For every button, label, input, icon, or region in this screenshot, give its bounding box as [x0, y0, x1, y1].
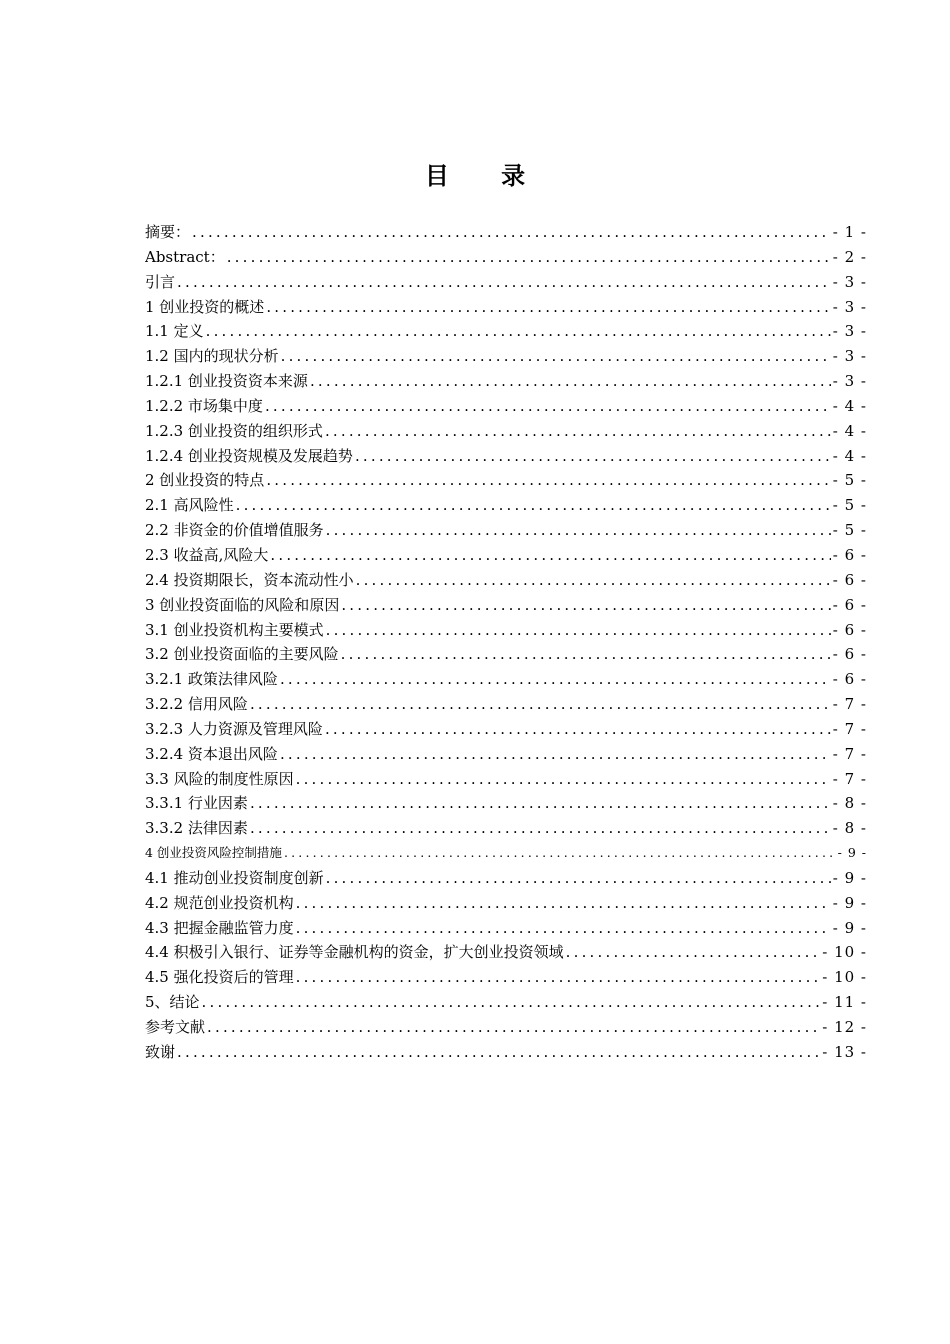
- toc-entry-page-number: - 8 -: [832, 794, 867, 813]
- toc-entry-label: 2.3 收益高,风险大: [145, 545, 269, 564]
- toc-entry-label: 2 创业投资的特点: [145, 471, 265, 490]
- toc-entry-page-number: - 6 -: [832, 670, 867, 689]
- toc-entry-page-number: - 4 -: [832, 446, 867, 465]
- toc-dot-leader: [250, 692, 831, 717]
- toc-entry[interactable]: [145, 493, 867, 518]
- toc-entry-page-number: - 6 -: [832, 595, 867, 614]
- toc-entry-label: 1.1 定义: [145, 322, 204, 341]
- toc-entry-page-number: - 2 -: [832, 247, 867, 266]
- toc-entry-label: 3.3.1 行业因素: [145, 794, 248, 813]
- toc-entry-page-number: - 6 -: [832, 620, 867, 639]
- toc-entry-page-number: - 9 -: [832, 918, 867, 937]
- toc-entry[interactable]: [145, 518, 867, 543]
- toc-entry-page-number: - 3 -: [832, 297, 867, 316]
- toc-dot-leader: [325, 419, 831, 444]
- toc-entry-page-number: - 13 -: [822, 1042, 867, 1061]
- toc-entry-label: 4 创业投资风险控制措施: [145, 845, 282, 861]
- toc-entry-page-number: - 7 -: [832, 769, 867, 788]
- toc-entry-page-number: - 4 -: [832, 421, 867, 440]
- toc-dot-leader: [207, 1015, 820, 1040]
- toc-entry-label: 1.2.4 创业投资规模及发展趋势: [145, 446, 353, 465]
- toc-dot-leader: [326, 618, 831, 643]
- toc-title: 目 录: [424, 161, 548, 190]
- toc-entry-page-number: - 3 -: [832, 322, 867, 341]
- toc-entry[interactable]: [145, 344, 867, 369]
- toc-dot-leader: [266, 295, 830, 320]
- toc-entry[interactable]: [145, 891, 867, 916]
- toc-dot-leader: [236, 493, 831, 518]
- toc-dot-leader: [296, 891, 831, 916]
- toc-entry-label: 5、结论: [145, 993, 200, 1012]
- toc-dot-leader: [202, 990, 821, 1015]
- toc-entry-page-number: - 6 -: [832, 645, 867, 664]
- toc-entry-label: 4.1 推动创业投资制度创新: [145, 868, 324, 887]
- toc-entry-page-number: - 10 -: [822, 968, 867, 987]
- toc-entry-page-number: - 3 -: [832, 272, 867, 291]
- toc-entry-label: 2.1 高风险性: [145, 496, 234, 515]
- toc-dot-leader: [341, 642, 831, 667]
- toc-dot-leader: [356, 568, 831, 593]
- toc-dot-leader: [566, 940, 821, 965]
- toc-dot-leader: [296, 767, 831, 792]
- toc-entry-label: 2.2 非资金的价值增值服务: [145, 521, 324, 540]
- toc-entry[interactable]: [145, 767, 867, 792]
- toc-entry-label: 3.2.2 信用风险: [145, 695, 248, 714]
- toc-dot-leader: [227, 245, 831, 270]
- toc-entry-page-number: - 7 -: [832, 719, 867, 738]
- toc-entry-page-number: - 7 -: [832, 744, 867, 763]
- toc-entry-label: 摘要：: [145, 223, 191, 241]
- toc-entry-label: 3.2.1 政策法律风险: [145, 670, 278, 689]
- toc-dot-leader: [250, 816, 831, 841]
- toc-entry-page-number: - 8 -: [832, 819, 867, 838]
- toc-entry-label: 1.2.3 创业投资的组织形式: [145, 421, 323, 440]
- toc-dot-leader: [280, 742, 831, 767]
- toc-entry-page-number: - 6 -: [832, 570, 867, 589]
- toc-dot-leader: [296, 965, 821, 990]
- toc-entry-label: Abstract：: [145, 247, 225, 266]
- toc-entry-page-number: - 9 -: [837, 845, 867, 861]
- toc-entry[interactable]: [145, 965, 867, 990]
- toc-entry-label: 3.3 风险的制度性原因: [145, 769, 294, 788]
- toc-entry-page-number: - 5 -: [832, 496, 867, 515]
- toc-entry-label: 1.2.2 市场集中度: [145, 396, 263, 415]
- toc-entry[interactable]: [145, 568, 867, 593]
- toc-entry-label: 4.2 规范创业投资机构: [145, 893, 294, 912]
- toc-entry[interactable]: [145, 1015, 867, 1040]
- toc-entry[interactable]: [145, 394, 867, 419]
- toc-dot-leader: [284, 841, 836, 866]
- toc-entry[interactable]: [145, 692, 867, 717]
- toc-dot-leader: [310, 369, 831, 394]
- toc-dot-leader: [325, 717, 831, 742]
- toc-entry-page-number: - 3 -: [832, 347, 867, 366]
- toc-entry-label: 3.2 创业投资面临的主要风险: [145, 645, 339, 664]
- toc-dot-leader: [270, 543, 830, 568]
- toc-entry[interactable]: [145, 444, 867, 469]
- toc-entry[interactable]: [145, 593, 867, 618]
- toc-entry[interactable]: [145, 642, 867, 667]
- toc-entry[interactable]: [145, 543, 867, 568]
- toc-entry[interactable]: [145, 245, 867, 270]
- toc-entry[interactable]: [145, 220, 867, 245]
- toc-entry-page-number: - 11 -: [822, 993, 867, 1012]
- toc-entry[interactable]: [145, 841, 867, 866]
- toc-entry-page-number: - 9 -: [832, 868, 867, 887]
- toc-entry-page-number: - 6 -: [832, 545, 867, 564]
- toc-dot-leader: [192, 220, 831, 245]
- toc-entry-page-number: - 10 -: [822, 943, 867, 962]
- toc-entry-label: 4.3 把握金融监管力度: [145, 918, 294, 937]
- toc-entry-label: 1.2.1 创业投资资本来源: [145, 372, 308, 391]
- toc-entry-label: 参考文献: [145, 1018, 206, 1036]
- toc-entry-label: 4.5 强化投资后的管理: [145, 968, 294, 987]
- toc-entry-label: 3.3.2 法律因素: [145, 819, 248, 838]
- toc-dot-leader: [177, 1040, 820, 1065]
- toc-entry-label: 1 创业投资的概述: [145, 297, 265, 316]
- toc-entry-label: 引言: [145, 272, 176, 291]
- toc-entry[interactable]: [145, 940, 867, 965]
- toc-entry-label: 3.1 创业投资机构主要模式: [145, 620, 324, 639]
- toc-entry[interactable]: [145, 667, 867, 692]
- toc-entry[interactable]: [145, 990, 867, 1015]
- toc-entry-page-number: - 9 -: [832, 893, 867, 912]
- toc-dot-leader: [341, 593, 830, 618]
- toc-entry[interactable]: [145, 319, 867, 344]
- toc-dot-leader: [281, 344, 831, 369]
- toc-entry[interactable]: [145, 742, 867, 767]
- toc-entry[interactable]: [145, 916, 867, 941]
- toc-entry[interactable]: [145, 866, 867, 891]
- toc-dot-leader: [355, 444, 831, 469]
- toc-entry-label: 致谢: [145, 1042, 176, 1061]
- toc-entry[interactable]: [145, 1040, 867, 1065]
- toc-entry-page-number: - 4 -: [832, 396, 867, 415]
- toc-entry[interactable]: [145, 270, 867, 295]
- toc-entry[interactable]: [145, 717, 867, 742]
- toc-entry-label: 3 创业投资面临的风险和原因: [145, 595, 340, 614]
- toc-entry-page-number: - 7 -: [832, 695, 867, 714]
- toc-entry-label: 3.2.3 人力资源及管理风险: [145, 719, 323, 738]
- toc-entry[interactable]: [145, 295, 867, 320]
- toc-entry-page-number: - 3 -: [832, 372, 867, 391]
- toc-entry[interactable]: [145, 468, 867, 493]
- toc-entry-page-number: - 1 -: [832, 223, 867, 241]
- toc-dot-leader: [326, 518, 831, 543]
- toc-dot-leader: [265, 394, 831, 419]
- toc-dot-leader: [206, 319, 831, 344]
- toc-list: [145, 220, 867, 1065]
- toc-dot-leader: [296, 916, 831, 941]
- toc-dot-leader: [177, 270, 831, 295]
- toc-dot-leader: [266, 468, 830, 493]
- toc-dot-leader: [280, 667, 831, 692]
- toc-dot-leader: [326, 866, 831, 891]
- toc-entry[interactable]: [145, 369, 867, 394]
- toc-entry[interactable]: [145, 816, 867, 841]
- toc-entry-page-number: - 12 -: [822, 1018, 867, 1036]
- toc-entry-label: 1.2 国内的现状分析: [145, 347, 279, 366]
- toc-entry[interactable]: [145, 791, 867, 816]
- toc-entry[interactable]: [145, 419, 867, 444]
- toc-entry-label: 3.2.4 资本退出风险: [145, 744, 278, 763]
- toc-entry[interactable]: [145, 618, 867, 643]
- toc-dot-leader: [250, 791, 831, 816]
- toc-entry-page-number: - 5 -: [832, 521, 867, 540]
- toc-entry-page-number: - 5 -: [832, 471, 867, 490]
- toc-entry-label: 4.4 积极引入银行、证券等金融机构的资金，扩大创业投资领域: [145, 943, 564, 962]
- toc-entry-label: 2.4 投资期限长，资本流动性小: [145, 570, 354, 589]
